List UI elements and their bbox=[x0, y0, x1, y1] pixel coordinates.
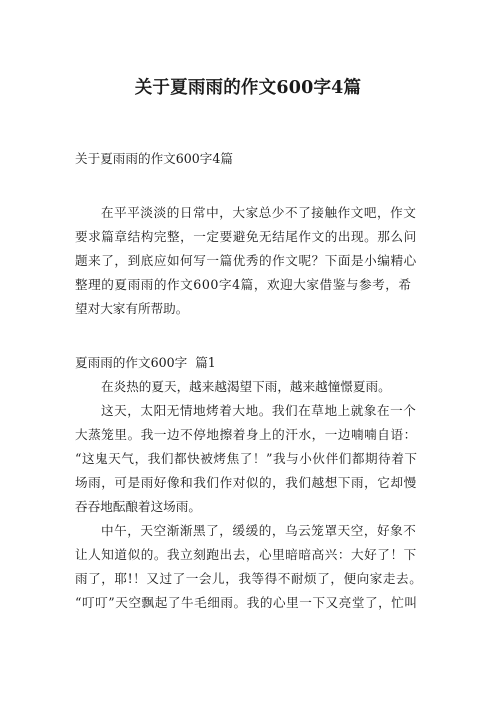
intro-line: 题来了，到底应如何写一篇优秀的作文呢？下面是小编精心 bbox=[75, 253, 417, 268]
document-title: 关于夏雨雨的作文600字4篇 bbox=[134, 78, 362, 98]
paragraph-line: 中午，天空渐渐黑了，缓缓的，乌云笼罩天空，好象不 bbox=[101, 523, 417, 538]
paragraph-line: 这天，太阳无情地烤着大地。我们在草地上就象在一个 bbox=[101, 403, 417, 418]
paragraph-line: 雨了，耶!！又过了一会儿，我等得不耐烦了，便向家走去。 bbox=[75, 571, 423, 586]
intro-line: 整理的夏雨雨的作文600字4篇，欢迎大家借鉴与参考，希 bbox=[75, 277, 412, 292]
intro-line: 望对大家有所帮助。 bbox=[75, 301, 189, 316]
intro-line: 在平平淡淡的日常中，大家总少不了接触作文吧，作文 bbox=[101, 205, 417, 220]
section-heading: 夏雨雨的作文600字 篇1 bbox=[75, 355, 216, 370]
paragraph-line: 吞吞地酝酿着这场雨。 bbox=[75, 499, 201, 514]
paragraph-line: “叮叮”天空飘起了牛毛细雨。我的心里一下又亮堂了，忙叫 bbox=[75, 595, 418, 610]
paragraph-line: 大蒸笼里。我一边不停地擦着身上的汗水，一边喃喃自语： bbox=[75, 427, 417, 442]
paragraph-line: 在炎热的夏天，越来越渴望下雨，越来越憧憬夏雨。 bbox=[101, 379, 391, 394]
intro-line: 要求篇章结构完整，一定要避免无结尾作文的出现。那么问 bbox=[75, 229, 417, 244]
paragraph-line: “这鬼天气，我们都快被烤焦了！”我与小伙伴们都期待着下 bbox=[75, 451, 418, 466]
paragraph-line: 场雨，可是雨好像和我们作对似的，我们越想下雨，它却慢 bbox=[75, 475, 417, 490]
paragraph-line: 让人知道似的。我立刻跑出去，心里暗暗高兴：大好了！下 bbox=[75, 547, 417, 562]
document-subtitle: 关于夏雨雨的作文600字4篇 bbox=[75, 151, 233, 166]
